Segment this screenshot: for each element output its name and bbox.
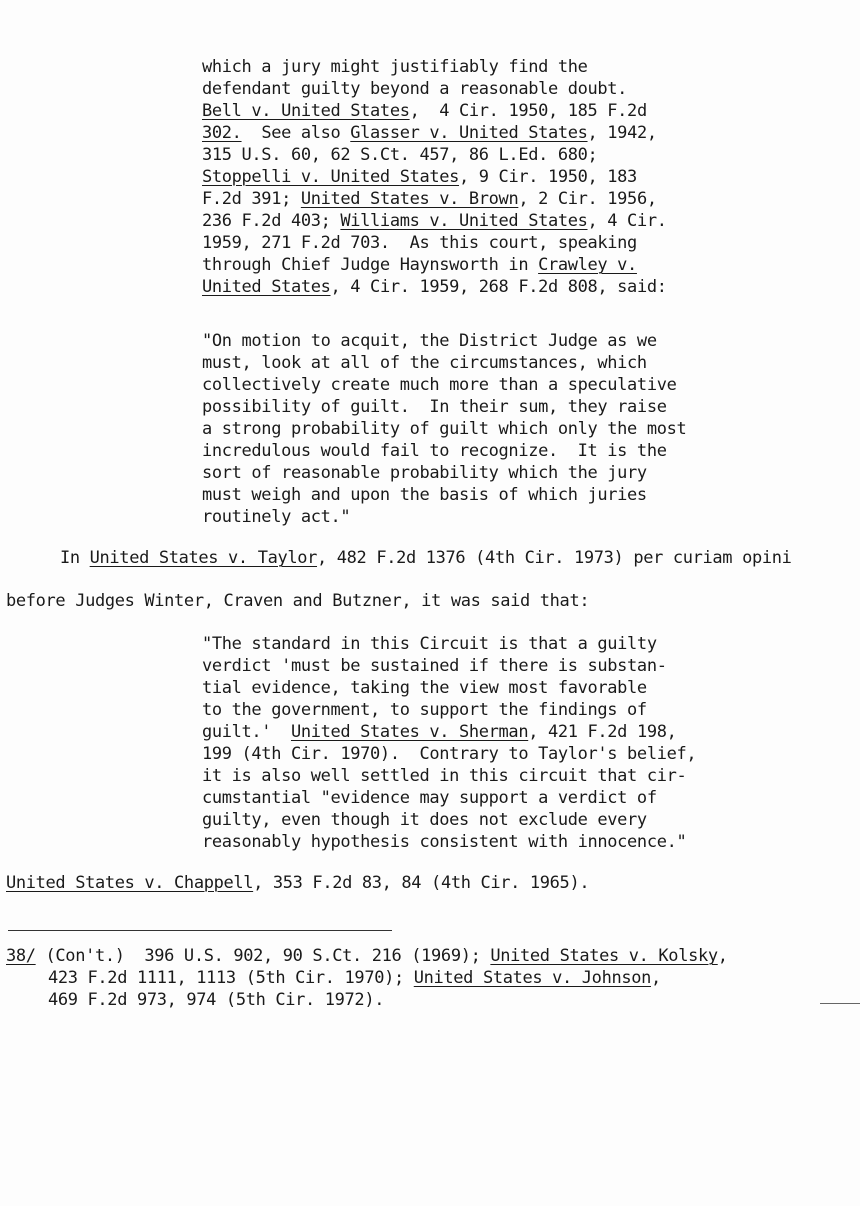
case-citation: United States v. Taylor [89, 548, 318, 568]
quote2-line-10: reasonably hypothesis consistent with innocence." [202, 832, 687, 852]
block1-line-6: Stoppelli v. United States, 9 Cir. 1950, 183 [202, 167, 637, 187]
chappell-citation-line: United States v. Chappell, 353 F.2d 83, 84 (4th Cir. 1965). [6, 873, 590, 893]
footnote-line-1: 38/ (Con't.) 396 U.S. 902, 90 S.Ct. 216 (1969); United States v. Kolsky, [6, 946, 728, 966]
quote2-line-9: guilty, even though it does not exclude every [202, 810, 647, 830]
case-citation: Stoppelli v. United States [202, 167, 460, 187]
quote1-line-8: must weigh and upon the basis of which juries [202, 485, 647, 505]
block1-line-10: through Chief Judge Haynsworth in Crawley v. [202, 255, 637, 275]
case-citation: United States v. Chappell [6, 873, 254, 893]
block1-line-3: Bell v. United States, 4 Cir. 1950, 185 F.2d [202, 101, 647, 121]
case-citation: United States v. Sherman [290, 722, 529, 742]
block1-line-8: 236 F.2d 403; Williams v. United States, 4 Cir. [202, 211, 667, 231]
footnote-number: 38/ [6, 946, 36, 966]
quote1-line-2: must, look at all of the circumstances, which [202, 353, 647, 373]
quote2-line-3: tial evidence, taking the view most favorable [202, 678, 647, 698]
quote1-line-7: sort of reasonable probability which the jury [202, 463, 647, 483]
block1-line-2: defendant guilty beyond a reasonable doubt. [202, 79, 628, 99]
block1-line-4: 302. See also Glasser v. United States, 1942, [202, 123, 657, 143]
footnote-line-2: 423 F.2d 1111, 1113 (5th Cir. 1970); United States v. Johnson, [48, 968, 661, 988]
scan-edge-mark [820, 1003, 860, 1004]
quote2-line-8: cumstantial "evidence may support a verdict of [202, 788, 657, 808]
case-citation: Williams v. United States [340, 211, 588, 231]
quote2-line-7: it is also well settled in this circuit that cir- [202, 766, 687, 786]
case-citation: United States v. Kolsky [490, 946, 718, 966]
block1-line-5: 315 U.S. 60, 62 S.Ct. 457, 86 L.Ed. 680; [202, 145, 598, 165]
case-citation: Glasser v. United States [350, 123, 588, 143]
case-citation: United States v. Johnson [413, 968, 651, 988]
quote2-line-5: guilt.' United States v. Sherman, 421 F.2d 198, [202, 722, 677, 742]
quote1-line-1: "On motion to acquit, the District Judge as we [202, 331, 657, 351]
para-line-1: In United States v. Taylor, 482 F.2d 1376 (4th Cir. 1973) per curiam opini [60, 548, 792, 568]
quote1-line-4: possibility of guilt. In their sum, they raise [202, 397, 667, 417]
quote1-line-6: incredulous would fail to recognize. It is the [202, 441, 667, 461]
footnote-divider [8, 930, 392, 931]
case-citation: United States [202, 277, 331, 297]
quote2-line-1: "The standard in this Circuit is that a guilty [202, 634, 657, 654]
case-citation: United States v. Brown [300, 189, 519, 209]
footnote-line-3: 469 F.2d 973, 974 (5th Cir. 1972). [48, 990, 385, 1010]
block1-line-7: F.2d 391; United States v. Brown, 2 Cir. 1956, [202, 189, 657, 209]
block1-line-9: 1959, 271 F.2d 703. As this court, speaking [202, 233, 637, 253]
case-citation: Bell v. United States [202, 101, 410, 121]
quote1-line-5: a strong probability of guilt which only the most [202, 419, 687, 439]
quote1-line-3: collectively create much more than a speculative [202, 375, 677, 395]
quote2-line-6: 199 (4th Cir. 1970). Contrary to Taylor's belief, [202, 744, 697, 764]
quote2-line-2: verdict 'must be sustained if there is substan- [202, 656, 667, 676]
block1-line-11: United States, 4 Cir. 1959, 268 F.2d 808, said: [202, 277, 667, 297]
quote1-line-9: routinely act." [202, 507, 351, 527]
case-citation: Crawley v. [538, 255, 637, 275]
block1-line-1: which a jury might justifiably find the [202, 57, 588, 77]
quote2-line-4: to the government, to support the findings of [202, 700, 647, 720]
para-line-2: before Judges Winter, Craven and Butzner, it was said that: [6, 591, 590, 611]
